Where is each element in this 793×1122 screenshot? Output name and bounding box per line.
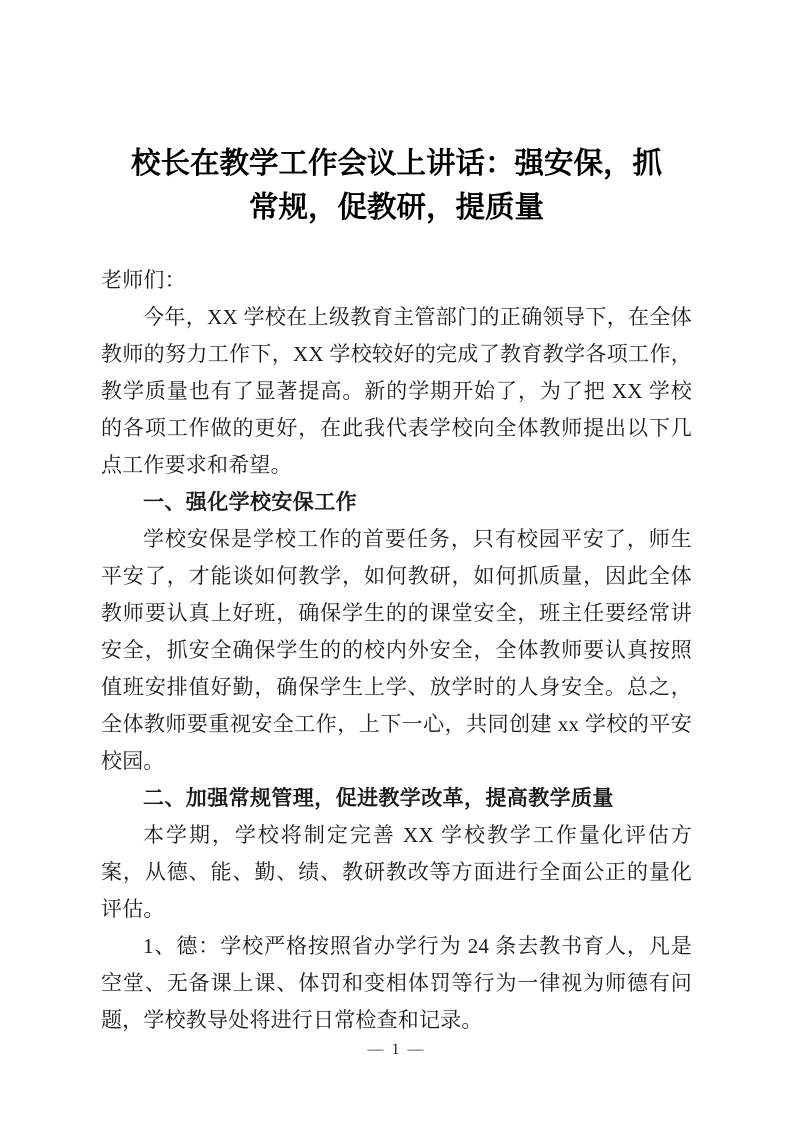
paragraph-item-one: 1、德：学校严格按照省办学行为 24 条去教书育人，凡是空堂、无备课上课、体罚和变相体罚等行为一律视为师德有问题，学校教导处将进行日常检查和记录。 xyxy=(101,934,692,1032)
page-number-marker: — 1 — xyxy=(367,1041,426,1058)
salutation: 老师们： xyxy=(101,268,186,292)
page-title-line-1: 校长在教学工作会议上讲话：强安保，抓 xyxy=(130,147,662,180)
section-heading-one: 一、强化学校安保工作 xyxy=(143,490,357,514)
document-body xyxy=(101,262,692,1039)
paragraph-introduction: 今年，XX 学校在上级教育主管部门的正确领导下，在全体教师的努力工作下，XX 学校较好的完成了教育教学各项工作，教学质量也有了显著提高。新的学期开始了，为了把 XX 学校的各项工作做的更好，在此我代表学校向全体教师提出以下几点工作要求和希望。 xyxy=(101,305,692,477)
page-title-line-2: 常规，促教研，提质量 xyxy=(248,191,544,224)
paragraph-section-one-body: 学校安保是学校工作的首要任务，只有校园平安了，师生平安了，才能谈如何教学，如何教研，如何抓质量，因此全体教师要认真上好班，确保学生的的课堂安全，班主任要经常讲安全，抓安全确保学生的的校内外安全，全体教师要认真按照值班安排值好勤，确保学生上学、放学时的人身安全。总之，全体教师要重视安全工作，上下一心，共同创建 xx 学校的平安校园。 xyxy=(101,527,692,773)
page-footer xyxy=(0,1038,793,1062)
page-title xyxy=(101,142,692,230)
section-heading-two: 二、加强常规管理，促进教学改革，提高教学质量 xyxy=(143,786,614,810)
paragraph-section-two-body: 本学期，学校将制定完善 XX 学校教学工作量化评估方案，从德、能、勤、绩、教研教改等方面进行全面公正的量化评估。 xyxy=(101,823,692,921)
